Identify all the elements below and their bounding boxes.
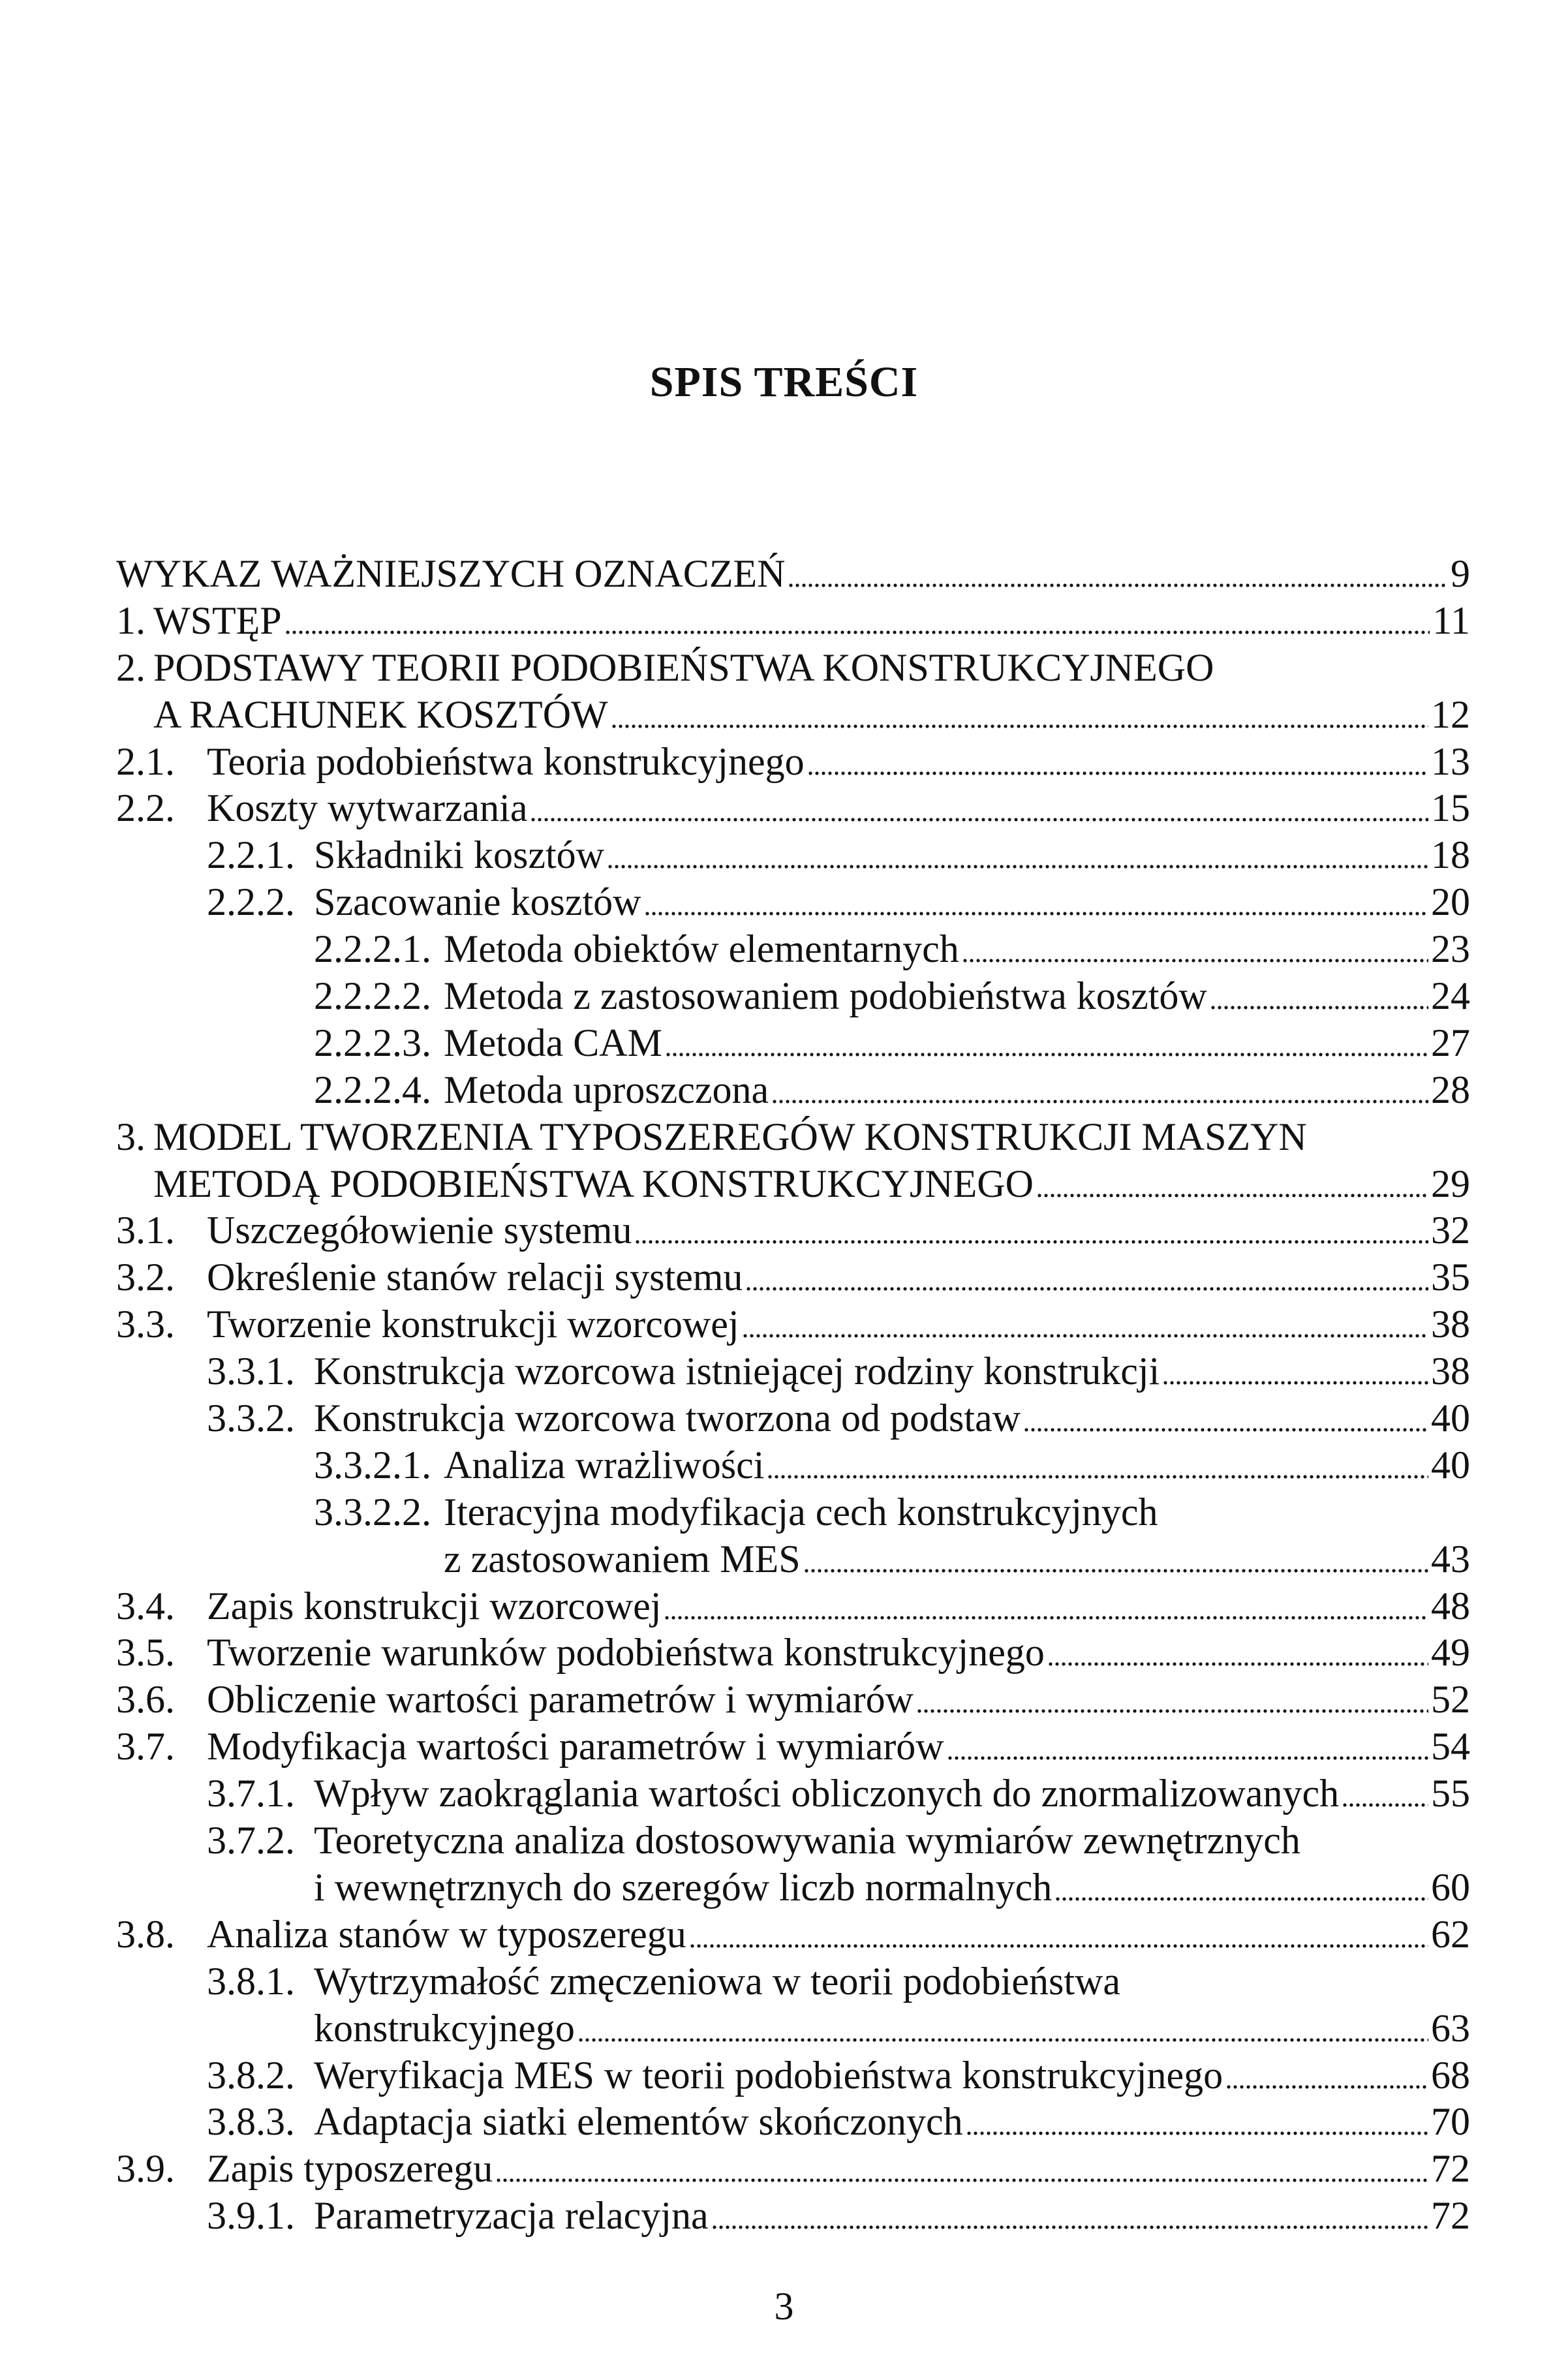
- toc-entry-number: 3.3.: [116, 1303, 175, 1346]
- toc-entry-line: [444, 1536, 1470, 1583]
- toc-entry-page: 13: [1431, 739, 1470, 783]
- leader-dots: [807, 739, 1428, 778]
- leader-dots: [916, 1676, 1428, 1716]
- toc-entry-title: Teoretyczna analiza dostosowywania wymiarów zewnętrznych: [314, 1819, 1300, 1862]
- toc-entry-page: 63: [1431, 2006, 1470, 2050]
- leader-dots: [745, 1254, 1428, 1293]
- toc-entry-title: Konstrukcja wzorcowa tworzona od podstaw: [314, 1397, 1021, 1440]
- toc-entry-title: Określenie stanów relacji systemu: [207, 1256, 743, 1299]
- toc-entry-line: [314, 879, 1470, 926]
- toc-entry-title: Składniki kosztów: [314, 833, 604, 877]
- toc-entry: [0, 973, 1568, 1020]
- toc-entry-page: 68: [1431, 2053, 1470, 2097]
- toc-entry-page: 38: [1431, 1350, 1470, 1393]
- toc-entry: [0, 551, 1568, 598]
- toc-entry-number: 3.8.1.: [207, 1959, 295, 2003]
- toc-entry-line: [207, 1301, 1470, 1348]
- toc-entry-title: Szacowanie kosztów: [314, 880, 641, 924]
- toc-entry: [0, 1395, 1568, 1442]
- toc-entry: [0, 645, 1568, 692]
- toc-entry-line: [116, 551, 1470, 598]
- leader-dots: [611, 692, 1428, 731]
- leader-dots: [284, 598, 1430, 637]
- toc-entry-page: 60: [1431, 1865, 1470, 1909]
- toc-entry-number: 2.1.: [116, 739, 175, 783]
- leader-dots: [962, 926, 1428, 965]
- toc-entry-number: 3.8.: [116, 1912, 175, 1956]
- toc-entry-title: Modyfikacja wartości parametrów i wymiarów: [207, 1725, 944, 1768]
- toc-entry-page: 18: [1431, 833, 1470, 877]
- toc-entry-line: [444, 1442, 1470, 1489]
- toc-entry-number: 2.2.2.4.: [314, 1068, 431, 1111]
- toc-entry: [0, 1629, 1568, 1676]
- toc-entry-page: 27: [1431, 1021, 1470, 1064]
- toc-entry-title: Koszty wytwarzania: [207, 786, 528, 830]
- leader-dots: [665, 1020, 1428, 1059]
- toc-entry-line: [314, 2193, 1470, 2240]
- leader-dots: [1023, 1395, 1428, 1434]
- toc-entry-page: 28: [1431, 1068, 1470, 1111]
- toc-entry-number: 3.3.2.: [207, 1397, 295, 1440]
- toc-entry-line: [314, 1817, 1300, 1864]
- toc-entry-number: 3.5.: [116, 1631, 175, 1675]
- toc-entry-number: 3.8.3.: [207, 2100, 295, 2144]
- leader-dots: [771, 1067, 1428, 1106]
- leader-dots: [711, 2193, 1428, 2232]
- toc-entry-title: Zapis typoszeregu: [207, 2147, 493, 2191]
- toc-entry: [0, 1958, 1568, 2005]
- toc-entry-line: [207, 1629, 1470, 1676]
- toc-entry-title: PODSTAWY TEORII PODOBIEŃSTWA KONSTRUKCYJNEGO: [153, 645, 1214, 689]
- toc-entry-line: [444, 926, 1470, 973]
- toc-entry-line: [207, 785, 1470, 832]
- toc-entry-line: [444, 1067, 1470, 1114]
- leader-dots: [689, 1911, 1428, 1951]
- toc-entry-number: 3.8.2.: [207, 2053, 295, 2097]
- toc-entry: [0, 2099, 1568, 2146]
- toc-entry-title: Parametryzacja relacyjna: [314, 2194, 709, 2238]
- toc-entry-title: Weryfikacja MES w teorii podobieństwa konstrukcyjnego: [314, 2053, 1223, 2097]
- toc-entry: [0, 1301, 1568, 1348]
- toc-entry: [0, 1207, 1568, 1254]
- toc-entry: [0, 1583, 1568, 1630]
- toc-entry-number: 3.9.1.: [207, 2194, 295, 2238]
- toc-entry-line: [314, 1348, 1470, 1395]
- leader-dots: [767, 1442, 1428, 1481]
- toc-entry: [0, 1676, 1568, 1723]
- leader-dots: [664, 1583, 1428, 1622]
- toc-entry-page: 35: [1431, 1256, 1470, 1299]
- toc-entry-page: 40: [1431, 1443, 1470, 1487]
- toc-entry-line: [207, 1583, 1470, 1630]
- toc-entry: [0, 1067, 1568, 1114]
- toc-entry-number: 3.7.2.: [207, 1819, 295, 1862]
- toc-entry-number: 3.4.: [116, 1584, 175, 1628]
- toc-entry-page: 29: [1431, 1162, 1470, 1205]
- toc-entry-page: 70: [1431, 2100, 1470, 2144]
- toc-entry-number: 3.: [116, 1115, 146, 1158]
- toc-entry-page: 23: [1431, 927, 1470, 971]
- toc-entry: [0, 1911, 1568, 1958]
- toc-entry-title: Obliczenie wartości parametrów i wymiarów: [207, 1678, 914, 1722]
- toc-entry-page: 11: [1432, 598, 1470, 642]
- toc-entry-title: Zapis konstrukcji wzorcowej: [207, 1584, 662, 1628]
- toc-entry-title: konstrukcyjnego: [314, 2006, 575, 2050]
- toc-entry-title: Metoda CAM: [444, 1021, 662, 1064]
- toc-entry-page: 24: [1431, 974, 1470, 1018]
- toc-entry-line: [314, 832, 1470, 879]
- toc-entry-number: 3.9.: [116, 2147, 175, 2191]
- toc-entry-page: 15: [1431, 786, 1470, 830]
- toc-entry-title: z zastosowaniem MES: [444, 1537, 801, 1581]
- toc-entry-number: 3.1.: [116, 1209, 175, 1252]
- toc-entry-line: [444, 1020, 1470, 1067]
- toc-entry-title: Teoria podobieństwa konstrukcyjnego: [207, 739, 805, 783]
- toc-entry-line: [314, 2052, 1470, 2099]
- leader-dots: [1342, 1770, 1428, 1810]
- toc-entry-number: 2.2.2.3.: [314, 1021, 431, 1064]
- toc-entry: [0, 1020, 1568, 1067]
- leader-dots: [947, 1723, 1428, 1763]
- leader-dots: [607, 832, 1428, 871]
- toc-entry-line: [207, 1676, 1470, 1723]
- toc-entry-number: 2.2.2.1.: [314, 927, 431, 971]
- toc-entry-title: Analiza stanów w typoszeregu: [207, 1912, 686, 1956]
- toc-entry: [0, 1442, 1568, 1489]
- toc-entry-line: [153, 1161, 1470, 1208]
- leader-dots: [577, 2005, 1428, 2045]
- toc-entry-page: 9: [1451, 552, 1470, 595]
- toc-entry-page: 49: [1431, 1631, 1470, 1675]
- toc-entry: [0, 1864, 1568, 1911]
- toc-entry-page: 72: [1431, 2194, 1470, 2238]
- leader-dots: [644, 879, 1428, 918]
- toc-entry-title: Analiza wrażliwości: [444, 1443, 765, 1487]
- toc-entry-number: 3.3.2.2.: [314, 1490, 431, 1534]
- toc-entry-number: 2.2.2.: [207, 880, 295, 924]
- leader-dots: [1162, 1348, 1428, 1387]
- toc-entry: [0, 1161, 1568, 1208]
- toc-entry-number: 2.2.: [116, 786, 175, 830]
- toc-entry-page: 43: [1431, 1537, 1470, 1581]
- toc-entry-page: 40: [1431, 1397, 1470, 1440]
- toc-entry-number: 2.: [116, 645, 146, 689]
- toc-entry: [0, 1348, 1568, 1395]
- toc-entry-title: Metoda z zastosowaniem podobieństwa kosztów: [444, 974, 1207, 1018]
- toc-entry-title: WYKAZ WAŻNIEJSZYCH OZNACZEŃ: [116, 552, 786, 595]
- toc-entry: [0, 2052, 1568, 2099]
- toc-entry: [0, 879, 1568, 926]
- toc-entry: [0, 2005, 1568, 2052]
- leader-dots: [966, 2099, 1428, 2138]
- toc-entry-line: [207, 1254, 1470, 1301]
- toc-entry-title: METODĄ PODOBIEŃSTWA KONSTRUKCYJNEGO: [153, 1162, 1034, 1205]
- toc-entry-line: [207, 1911, 1470, 1958]
- toc-entry-number: 3.6.: [116, 1678, 175, 1722]
- toc-entry: [0, 739, 1568, 786]
- toc-entry-page: 72: [1431, 2147, 1470, 2191]
- toc-entry-line: [153, 692, 1470, 739]
- leader-dots: [1047, 1629, 1428, 1669]
- leader-dots: [634, 1207, 1428, 1246]
- toc-entry-line: [444, 973, 1470, 1020]
- toc-entry: [0, 1536, 1568, 1583]
- toc-entry-line: [314, 1770, 1470, 1817]
- toc-entry-page: 12: [1431, 692, 1470, 736]
- toc-entry: [0, 2193, 1568, 2240]
- toc-entry-title: Konstrukcja wzorcowa istniejącej rodziny konstrukcji: [314, 1350, 1160, 1393]
- toc-entry-title: i wewnętrznych do szeregów liczb normalnych: [314, 1865, 1053, 1909]
- toc-entry-title: WSTĘP: [153, 598, 282, 642]
- toc-entry-line: [314, 2099, 1470, 2146]
- page-number: 3: [774, 2285, 794, 2328]
- toc-entry: [0, 692, 1568, 739]
- leader-dots: [1036, 1161, 1428, 1200]
- toc-entry-title: Tworzenie konstrukcji wzorcowej: [207, 1303, 739, 1346]
- toc-entry: [0, 1489, 1568, 1536]
- page-title: SPIS TREŚCI: [649, 358, 919, 406]
- toc-entry-title: Uszczegółowienie systemu: [207, 1209, 632, 1252]
- toc-entry-page: 48: [1431, 1584, 1470, 1628]
- toc-entry-title: Metoda obiektów elementarnych: [444, 927, 959, 971]
- toc-entry: [0, 598, 1568, 645]
- toc-entry-number: 2.2.1.: [207, 833, 295, 877]
- toc-entry-line: [314, 2005, 1470, 2052]
- toc-entry: [0, 785, 1568, 832]
- toc-entry-page: 32: [1431, 1209, 1470, 1252]
- toc-entry-page: 20: [1431, 880, 1470, 924]
- toc-entry-line: [153, 645, 1214, 692]
- leader-dots: [803, 1536, 1428, 1575]
- toc-entry-line: [153, 598, 1470, 645]
- toc-entry-line: [153, 1114, 1307, 1161]
- toc-entry: [0, 832, 1568, 879]
- toc-entry: [0, 1770, 1568, 1817]
- toc-entry-title: MODEL TWORZENIA TYPOSZEREGÓW KONSTRUKCJI MASZYN: [153, 1115, 1307, 1158]
- toc-entry-line: [207, 739, 1470, 786]
- toc-entry-line: [444, 1489, 1158, 1536]
- toc-entry: [0, 1817, 1568, 1864]
- toc-entry: [0, 1254, 1568, 1301]
- toc-entry-page: 55: [1431, 1772, 1470, 1815]
- toc-entry-page: 38: [1431, 1303, 1470, 1346]
- toc-entry-number: 3.3.2.1.: [314, 1443, 431, 1487]
- toc-entry-line: [207, 1723, 1470, 1770]
- leader-dots: [1054, 1864, 1428, 1904]
- toc-entry: [0, 1723, 1568, 1770]
- leader-dots: [495, 2146, 1428, 2185]
- toc-entry-title: Tworzenie warunków podobieństwa konstrukcyjnego: [207, 1631, 1045, 1675]
- toc-entry-title: Metoda uproszczona: [444, 1068, 769, 1111]
- toc-entry-number: 3.7.: [116, 1725, 175, 1768]
- toc-entry-number: 3.7.1.: [207, 1772, 295, 1815]
- toc-entry-number: 3.2.: [116, 1256, 175, 1299]
- toc-entry-title: Adaptacja siatki elementów skończonych: [314, 2100, 963, 2144]
- table-of-contents: [0, 551, 1568, 2240]
- toc-entry-title: Wytrzymałość zmęczeniowa w teorii podobieństwa: [314, 1959, 1120, 2003]
- toc-entry-line: [314, 1864, 1470, 1911]
- leader-dots: [788, 551, 1448, 590]
- toc-entry-number: 2.2.2.2.: [314, 974, 431, 1018]
- toc-entry-line: [314, 1395, 1470, 1442]
- toc-entry-line: [207, 1207, 1470, 1254]
- toc-entry-number: 1.: [116, 598, 146, 642]
- toc-entry-title: Iteracyjna modyfikacja cech konstrukcyjnych: [444, 1490, 1158, 1534]
- toc-entry-page: 52: [1431, 1678, 1470, 1722]
- toc-entry-number: 3.3.1.: [207, 1350, 295, 1393]
- toc-entry-title: Wpływ zaokrąglania wartości obliczonych do znormalizowanych: [314, 1772, 1340, 1815]
- toc-entry-title: A RACHUNEK KOSZTÓW: [153, 692, 608, 736]
- toc-entry: [0, 2146, 1568, 2193]
- leader-dots: [1210, 973, 1428, 1012]
- toc-entry-line: [207, 2146, 1470, 2193]
- toc-entry: [0, 926, 1568, 973]
- leader-dots: [530, 785, 1428, 824]
- leader-dots: [742, 1301, 1428, 1340]
- toc-entry-line: [314, 1958, 1120, 2005]
- toc-entry-page: 62: [1431, 1912, 1470, 1956]
- toc-entry-page: 54: [1431, 1725, 1470, 1768]
- toc-entry: [0, 1114, 1568, 1161]
- leader-dots: [1225, 2052, 1428, 2092]
